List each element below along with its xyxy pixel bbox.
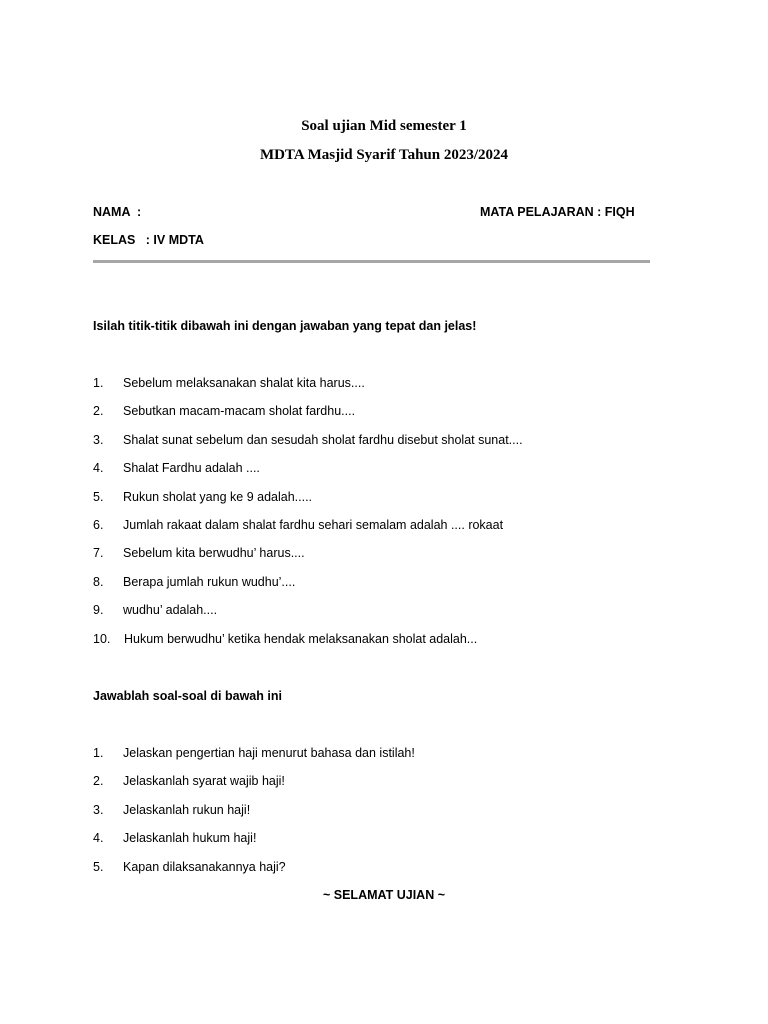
question-text: Jelaskanlah syarat wajib haji! — [123, 774, 285, 789]
question-text: Jelaskanlah rukun haji! — [123, 802, 251, 817]
question-number: 7. — [93, 546, 104, 561]
question-number: 10. — [93, 631, 111, 646]
header-divider — [93, 260, 650, 263]
exam-title: Soal ujian Mid semester 1 — [301, 118, 467, 134]
question-text: Jelaskan pengertian haji menurut bahasa dan istilah! — [123, 746, 415, 760]
question-number: 3. — [93, 432, 104, 447]
section2-instruction: Jawablah soal-soal di bawah ini — [93, 689, 282, 703]
question-number: 1. — [93, 376, 104, 390]
question-number: 2. — [93, 404, 104, 419]
question-text: Sebelum melaksanakan shalat kita harus.... — [123, 376, 365, 390]
kelas-field: KELAS : IV MDTA — [93, 233, 204, 247]
question-text: Sebutkan macam-macam sholat fardhu.... — [123, 404, 356, 419]
question-number: 6. — [93, 517, 104, 532]
question-text: Shalat Fardhu adalah .... — [123, 461, 260, 476]
question-number: 4. — [93, 461, 104, 476]
question-number: 5. — [93, 859, 104, 874]
question-text: Berapa jumlah rukun wudhu’.... — [123, 574, 296, 589]
question-text: Shalat sunat sebelum dan sesudah sholat fardhu disebut sholat sunat.... — [123, 432, 523, 447]
question-text: Jumlah rakaat dalam shalat fardhu sehari semalam adalah .... rokaat — [123, 517, 504, 532]
question-text: wudhu’ adalah.... — [123, 603, 218, 618]
section1-instruction: Isilah titik-titik dibawah ini dengan jawaban yang tepat dan jelas! — [93, 319, 477, 333]
question-text: Kapan dilaksanakannya haji? — [123, 859, 286, 874]
question-number: 3. — [93, 802, 104, 817]
school-year-title: MDTA Masjid Syarif Tahun 2023/2024 — [259, 147, 509, 163]
question-text: Jelaskanlah hukum haji! — [123, 831, 257, 846]
question-number: 4. — [93, 831, 104, 846]
nama-field: NAMA : — [93, 205, 142, 219]
question-text: Hukum berwudhu’ ketika hendak melaksanakan sholat adalah... — [124, 631, 478, 646]
question-number: 2. — [93, 774, 104, 789]
question-text: Sebelum kita berwudhu’ harus.... — [123, 546, 305, 561]
question-number: 9. — [93, 603, 104, 618]
mata-pelajaran-field: MATA PELAJARAN : FIQH — [480, 205, 635, 219]
question-number: 8. — [93, 574, 104, 589]
question-number: 5. — [93, 489, 104, 504]
question-number: 1. — [93, 746, 104, 760]
question-text: Rukun sholat yang ke 9 adalah..... — [123, 489, 313, 504]
closing-greeting: ~ SELAMAT UJIAN ~ — [322, 888, 445, 902]
